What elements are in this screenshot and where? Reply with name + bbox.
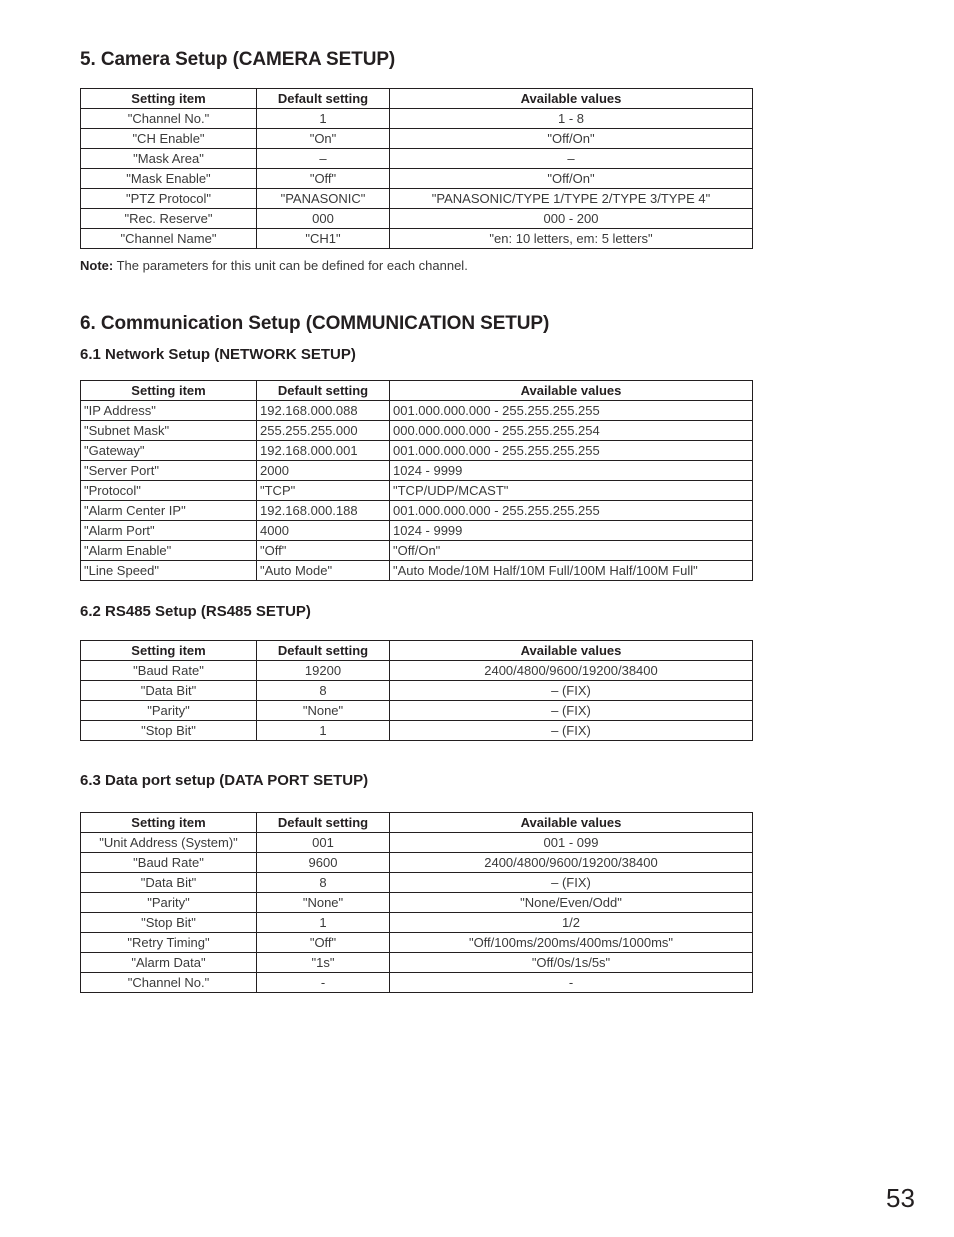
table-cell: "Data Bit" xyxy=(81,873,257,893)
table-cell: 1 - 8 xyxy=(390,109,753,129)
table-cell: 192.168.000.001 xyxy=(257,441,390,461)
table-cell: 1 xyxy=(257,721,390,741)
table-cell: "Off/0s/1s/5s" xyxy=(390,953,753,973)
table-row xyxy=(81,441,753,461)
table-row xyxy=(81,893,753,913)
table-cell: "PANASONIC/TYPE 1/TYPE 2/TYPE 3/TYPE 4" xyxy=(390,189,753,209)
data-port-setup-table xyxy=(80,812,753,993)
table-cell: 8 xyxy=(257,681,390,701)
table-cell: 192.168.000.188 xyxy=(257,501,390,521)
note-text: The parameters for this unit can be defined for each channel. xyxy=(113,258,468,273)
column-header: Setting item xyxy=(81,641,257,661)
table-header-row xyxy=(81,381,753,401)
table-cell: - xyxy=(257,973,390,993)
column-header: Available values xyxy=(390,89,753,109)
table-row xyxy=(81,129,753,149)
network-setup-table xyxy=(80,380,753,581)
table-cell: "None" xyxy=(257,701,390,721)
table-cell: "Alarm Data" xyxy=(81,953,257,973)
table-cell: "PANASONIC" xyxy=(257,189,390,209)
table-cell: 4000 xyxy=(257,521,390,541)
table-cell: – (FIX) xyxy=(390,873,753,893)
table-cell: "Baud Rate" xyxy=(81,661,257,681)
table-cell: "Alarm Center IP" xyxy=(81,501,257,521)
table-cell: 1/2 xyxy=(390,913,753,933)
table-cell: 000.000.000.000 - 255.255.255.254 xyxy=(390,421,753,441)
column-header: Default setting xyxy=(257,813,390,833)
table-row xyxy=(81,501,753,521)
table-cell: 000 xyxy=(257,209,390,229)
page-number: 53 xyxy=(886,1183,915,1213)
rs485-setup-table xyxy=(80,640,753,741)
column-header: Setting item xyxy=(81,89,257,109)
table-cell: "Parity" xyxy=(81,701,257,721)
table-row xyxy=(81,149,753,169)
table-row xyxy=(81,681,753,701)
table-row xyxy=(81,933,753,953)
table-cell: "Alarm Port" xyxy=(81,521,257,541)
table-cell: "Channel Name" xyxy=(81,229,257,249)
table-cell: – xyxy=(390,149,753,169)
table-row xyxy=(81,209,753,229)
table-cell: 001.000.000.000 - 255.255.255.255 xyxy=(390,401,753,421)
column-header: Setting item xyxy=(81,381,257,401)
table-cell: "Data Bit" xyxy=(81,681,257,701)
table-header-row xyxy=(81,89,753,109)
table-cell: "Line Speed" xyxy=(81,561,257,581)
table-cell: "Off/On" xyxy=(390,169,753,189)
table-cell: "Off/On" xyxy=(390,129,753,149)
column-header: Available values xyxy=(390,641,753,661)
table-cell: "Unit Address (System)" xyxy=(81,833,257,853)
section-6-1-title: 6.1 Network Setup (NETWORK SETUP) xyxy=(80,346,356,363)
table-cell: – (FIX) xyxy=(390,721,753,741)
table-cell: – (FIX) xyxy=(390,701,753,721)
table-cell: 9600 xyxy=(257,853,390,873)
table-cell: "CH Enable" xyxy=(81,129,257,149)
table-cell: 2400/4800/9600/19200/38400 xyxy=(390,661,753,681)
table-header-row xyxy=(81,813,753,833)
table-cell: 001 xyxy=(257,833,390,853)
table-cell: "Stop Bit" xyxy=(81,913,257,933)
table-row xyxy=(81,229,753,249)
column-header: Available values xyxy=(390,381,753,401)
table-cell: "Channel No." xyxy=(81,109,257,129)
table-row xyxy=(81,189,753,209)
table-row xyxy=(81,561,753,581)
table-cell: - xyxy=(390,973,753,993)
section-5-title: 5. Camera Setup (CAMERA SETUP) xyxy=(80,49,396,70)
table-cell: "Off/On" xyxy=(390,541,753,561)
table-cell: "Mask Area" xyxy=(81,149,257,169)
camera-setup-note xyxy=(80,258,468,273)
table-row xyxy=(81,541,753,561)
table-cell: 001.000.000.000 - 255.255.255.255 xyxy=(390,501,753,521)
table-cell: 000 - 200 xyxy=(390,209,753,229)
column-header: Default setting xyxy=(257,641,390,661)
table-row xyxy=(81,421,753,441)
table-cell: "PTZ Protocol" xyxy=(81,189,257,209)
table-cell: "IP Address" xyxy=(81,401,257,421)
table-cell: "Auto Mode/10M Half/10M Full/100M Half/100M Full" xyxy=(390,561,753,581)
table-cell: 2400/4800/9600/19200/38400 xyxy=(390,853,753,873)
section-6-3-title: 6.3 Data port setup (DATA PORT SETUP) xyxy=(80,772,369,789)
table-cell: 1 xyxy=(257,913,390,933)
table-cell: "Server Port" xyxy=(81,461,257,481)
table-cell: "en: 10 letters, em: 5 letters" xyxy=(390,229,753,249)
table-row xyxy=(81,461,753,481)
table-cell: "Rec. Reserve" xyxy=(81,209,257,229)
table-row xyxy=(81,481,753,501)
table-cell: "Off/100ms/200ms/400ms/1000ms" xyxy=(390,933,753,953)
table-cell: "TCP" xyxy=(257,481,390,501)
table-cell: 1024 - 9999 xyxy=(390,461,753,481)
table-cell: 8 xyxy=(257,873,390,893)
table-cell: "Channel No." xyxy=(81,973,257,993)
table-row xyxy=(81,661,753,681)
table-row xyxy=(81,401,753,421)
column-header: Default setting xyxy=(257,381,390,401)
table-row xyxy=(81,521,753,541)
table-cell: "TCP/UDP/MCAST" xyxy=(390,481,753,501)
table-header-row xyxy=(81,641,753,661)
table-row xyxy=(81,169,753,189)
table-row xyxy=(81,701,753,721)
table-cell: 1024 - 9999 xyxy=(390,521,753,541)
table-cell: "Baud Rate" xyxy=(81,853,257,873)
table-row xyxy=(81,873,753,893)
column-header: Setting item xyxy=(81,813,257,833)
table-row xyxy=(81,721,753,741)
note-label: Note: xyxy=(80,258,114,273)
table-row xyxy=(81,973,753,993)
table-row xyxy=(81,853,753,873)
table-cell: "Auto Mode" xyxy=(257,561,390,581)
table-cell: "Subnet Mask" xyxy=(81,421,257,441)
table-cell: "Parity" xyxy=(81,893,257,913)
table-cell: "Protocol" xyxy=(81,481,257,501)
table-cell: 255.255.255.000 xyxy=(257,421,390,441)
table-cell: "On" xyxy=(257,129,390,149)
table-row xyxy=(81,913,753,933)
table-cell: "CH1" xyxy=(257,229,390,249)
section-6-title: 6. Communication Setup (COMMUNICATION SETUP) xyxy=(80,313,550,334)
table-cell: "Retry Timing" xyxy=(81,933,257,953)
section-6-2-title: 6.2 RS485 Setup (RS485 SETUP) xyxy=(80,603,311,620)
table-row xyxy=(81,953,753,973)
table-cell: "Gateway" xyxy=(81,441,257,461)
table-cell: "Alarm Enable" xyxy=(81,541,257,561)
table-cell: "Off" xyxy=(257,541,390,561)
table-cell: 001 - 099 xyxy=(390,833,753,853)
table-cell: – (FIX) xyxy=(390,681,753,701)
table-cell: "Mask Enable" xyxy=(81,169,257,189)
table-cell: "Stop Bit" xyxy=(81,721,257,741)
table-cell: "None/Even/Odd" xyxy=(390,893,753,913)
table-cell: "Off" xyxy=(257,933,390,953)
table-cell: "None" xyxy=(257,893,390,913)
camera-setup-table xyxy=(80,88,753,249)
table-cell: "Off" xyxy=(257,169,390,189)
table-cell: 2000 xyxy=(257,461,390,481)
table-cell: 19200 xyxy=(257,661,390,681)
table-cell: 192.168.000.088 xyxy=(257,401,390,421)
column-header: Available values xyxy=(390,813,753,833)
table-cell: 1 xyxy=(257,109,390,129)
table-row xyxy=(81,109,753,129)
table-cell: – xyxy=(257,149,390,169)
table-cell: 001.000.000.000 - 255.255.255.255 xyxy=(390,441,753,461)
table-cell: "1s" xyxy=(257,953,390,973)
column-header: Default setting xyxy=(257,89,390,109)
table-row xyxy=(81,833,753,853)
